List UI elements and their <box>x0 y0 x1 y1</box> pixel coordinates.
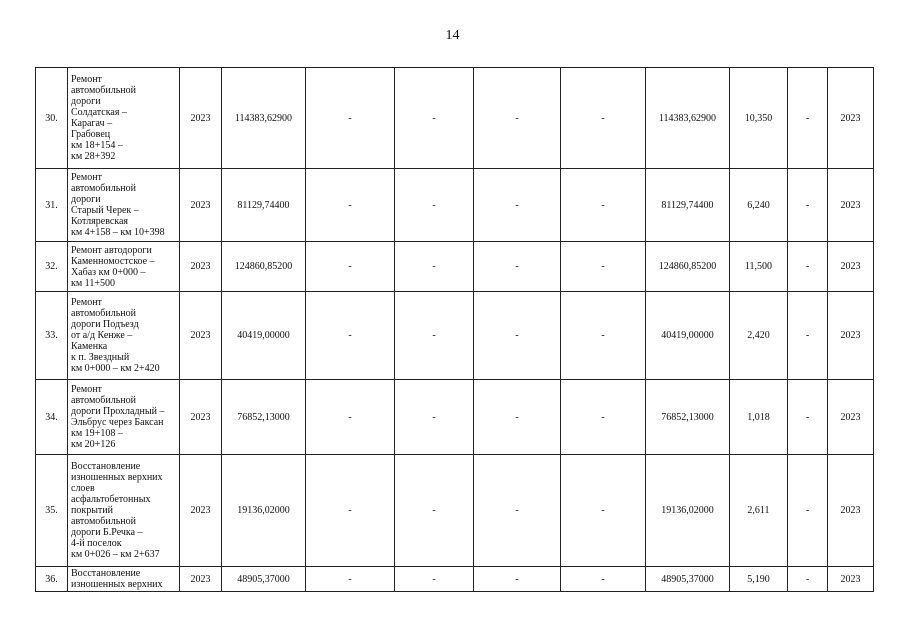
road-name-line: Солдатская – <box>71 107 127 118</box>
col-4-cell: - <box>306 455 395 567</box>
road-name-line: км 0+000 – км 2+420 <box>71 363 160 374</box>
col-6-cell: - <box>474 242 561 292</box>
road-name-line: автомобильной <box>71 308 136 319</box>
road-name-cell <box>68 380 180 455</box>
start-year-cell: 2023 <box>180 567 222 592</box>
start-year-cell: 2023 <box>180 169 222 242</box>
road-name-line: км 0+026 – км 2+637 <box>71 549 160 560</box>
end-year-cell: 2023 <box>828 292 874 380</box>
road-name-line: Грабовец <box>71 129 111 140</box>
end-year-cell: 2023 <box>828 380 874 455</box>
road-name-line: изношенных верхних <box>71 579 163 590</box>
road-name-line: дороги Б.Речка – <box>71 527 143 538</box>
col-11-cell: - <box>788 567 828 592</box>
road-name-cell <box>68 169 180 242</box>
col-11-cell: - <box>788 169 828 242</box>
start-year-cell: 2023 <box>180 380 222 455</box>
road-name-line: Ремонт автодороги <box>71 244 152 256</box>
road-name-line: Ремонт <box>71 384 102 395</box>
road-name-line: Эльбрус через Баксан <box>71 417 164 428</box>
road-name-line: Ремонт <box>71 74 102 85</box>
end-year-cell: 2023 <box>828 567 874 592</box>
row-number-cell: 31. <box>36 169 68 242</box>
road-name-line: дороги Прохладный – <box>71 406 165 417</box>
col-11-cell: - <box>788 292 828 380</box>
total-cost-cell: 48905,37000 <box>222 567 306 592</box>
road-name-cell <box>68 455 180 567</box>
road-name-line: км 20+126 <box>71 439 116 450</box>
total-cost-cell: 76852,13000 <box>222 380 306 455</box>
col-4-cell: - <box>306 169 395 242</box>
amount-2023-cell: 76852,13000 <box>646 380 730 455</box>
col-11-cell: - <box>788 455 828 567</box>
amount-2023-cell: 114383,62900 <box>646 68 730 169</box>
col-6-cell: - <box>474 169 561 242</box>
total-cost-cell: 81129,74400 <box>222 169 306 242</box>
length-km-cell: 6,240 <box>730 169 788 242</box>
road-name-line: Старый Черек – <box>71 205 139 216</box>
col-11-cell: - <box>788 68 828 169</box>
table-row <box>36 292 874 380</box>
road-name-line: Карагач – <box>71 118 113 129</box>
road-name-line: автомобильной <box>71 395 136 406</box>
table-body <box>36 68 874 592</box>
col-6-cell: - <box>474 380 561 455</box>
amount-2023-cell: 124860,85200 <box>646 242 730 292</box>
col-7-cell: - <box>561 455 646 567</box>
road-name-line: дороги <box>71 194 101 205</box>
col-4-cell: - <box>306 242 395 292</box>
end-year-cell: 2023 <box>828 169 874 242</box>
col-5-cell: - <box>395 169 474 242</box>
road-name-line: от а/д Кенже – <box>71 330 133 341</box>
col-7-cell: - <box>561 169 646 242</box>
row-number-cell: 34. <box>36 380 68 455</box>
row-number-cell: 30. <box>36 68 68 169</box>
total-cost-cell: 124860,85200 <box>222 242 306 292</box>
col-5-cell: - <box>395 68 474 169</box>
row-number-cell: 33. <box>36 292 68 380</box>
col-5-cell: - <box>395 455 474 567</box>
road-name-line: к п. Звездный <box>71 352 130 363</box>
start-year-cell: 2023 <box>180 455 222 567</box>
road-name-line: Хабаз км 0+000 – <box>71 266 146 278</box>
road-name-line: км 28+392 <box>71 151 116 162</box>
col-11-cell: - <box>788 380 828 455</box>
col-5-cell: - <box>395 242 474 292</box>
end-year-cell: 2023 <box>828 455 874 567</box>
road-name-line: Восстановление <box>71 461 141 472</box>
road-name-line: км 4+158 – км 10+398 <box>71 227 165 238</box>
col-4-cell: - <box>306 68 395 169</box>
length-km-cell: 5,190 <box>730 567 788 592</box>
road-name-line: км 11+500 <box>71 277 115 289</box>
road-name-line: Котляревская <box>71 216 129 227</box>
length-km-cell: 2,611 <box>730 455 788 567</box>
col-5-cell: - <box>395 380 474 455</box>
table-row <box>36 567 874 592</box>
total-cost-cell: 114383,62900 <box>222 68 306 169</box>
col-4-cell: - <box>306 292 395 380</box>
road-name-line: дороги <box>71 96 101 107</box>
end-year-cell: 2023 <box>828 242 874 292</box>
road-name-line: дороги Подъезд <box>71 319 139 330</box>
col-6-cell: - <box>474 567 561 592</box>
col-5-cell: - <box>395 292 474 380</box>
road-name-line: автомобильной <box>71 516 136 527</box>
road-name-line: Ремонт <box>71 297 102 308</box>
road-name-line: Ремонт <box>71 172 102 183</box>
col-7-cell: - <box>561 292 646 380</box>
total-cost-cell: 40419,00000 <box>222 292 306 380</box>
road-name-cell <box>68 68 180 169</box>
road-name-line: асфальтобетонных <box>71 494 151 505</box>
road-works-table <box>35 67 874 592</box>
col-6-cell: - <box>474 455 561 567</box>
road-name-cell <box>68 242 180 292</box>
row-number-cell: 35. <box>36 455 68 567</box>
row-number-cell: 36. <box>36 567 68 592</box>
start-year-cell: 2023 <box>180 242 222 292</box>
page-number: 14 <box>445 28 460 43</box>
length-km-cell: 1,018 <box>730 380 788 455</box>
col-6-cell: - <box>474 292 561 380</box>
col-7-cell: - <box>561 68 646 169</box>
road-name-line: Каменка <box>71 341 108 352</box>
col-6-cell: - <box>474 68 561 169</box>
table-row <box>36 380 874 455</box>
col-5-cell: - <box>395 567 474 592</box>
road-name-line: слоев <box>71 483 95 494</box>
road-name-cell <box>68 567 180 592</box>
road-name-cell <box>68 292 180 380</box>
col-11-cell: - <box>788 242 828 292</box>
start-year-cell: 2023 <box>180 68 222 169</box>
length-km-cell: 11,500 <box>730 242 788 292</box>
road-name-line: изношенных верхних <box>71 472 163 483</box>
total-cost-cell: 19136,02000 <box>222 455 306 567</box>
road-name-line: Восстановление <box>71 568 141 579</box>
length-km-cell: 2,420 <box>730 292 788 380</box>
col-7-cell: - <box>561 567 646 592</box>
length-km-cell: 10,350 <box>730 68 788 169</box>
road-name-line: 4-й поселок <box>71 538 122 549</box>
table-row <box>36 68 874 169</box>
road-name-line: км 18+154 – <box>71 140 123 151</box>
amount-2023-cell: 48905,37000 <box>646 567 730 592</box>
col-4-cell: - <box>306 380 395 455</box>
amount-2023-cell: 81129,74400 <box>646 169 730 242</box>
end-year-cell: 2023 <box>828 68 874 169</box>
col-4-cell: - <box>306 567 395 592</box>
col-7-cell: - <box>561 242 646 292</box>
table-row <box>36 169 874 242</box>
table-row <box>36 242 874 292</box>
start-year-cell: 2023 <box>180 292 222 380</box>
road-name-line: Каменномостское – <box>71 255 155 267</box>
road-name-line: автомобильной <box>71 85 136 96</box>
road-name-line: автомобильной <box>71 183 136 194</box>
table-row <box>36 455 874 567</box>
amount-2023-cell: 40419,00000 <box>646 292 730 380</box>
road-name-line: км 19+108 – <box>71 428 123 439</box>
row-number-cell: 32. <box>36 242 68 292</box>
road-name-line: покрытий <box>71 505 114 516</box>
amount-2023-cell: 19136,02000 <box>646 455 730 567</box>
col-7-cell: - <box>561 380 646 455</box>
